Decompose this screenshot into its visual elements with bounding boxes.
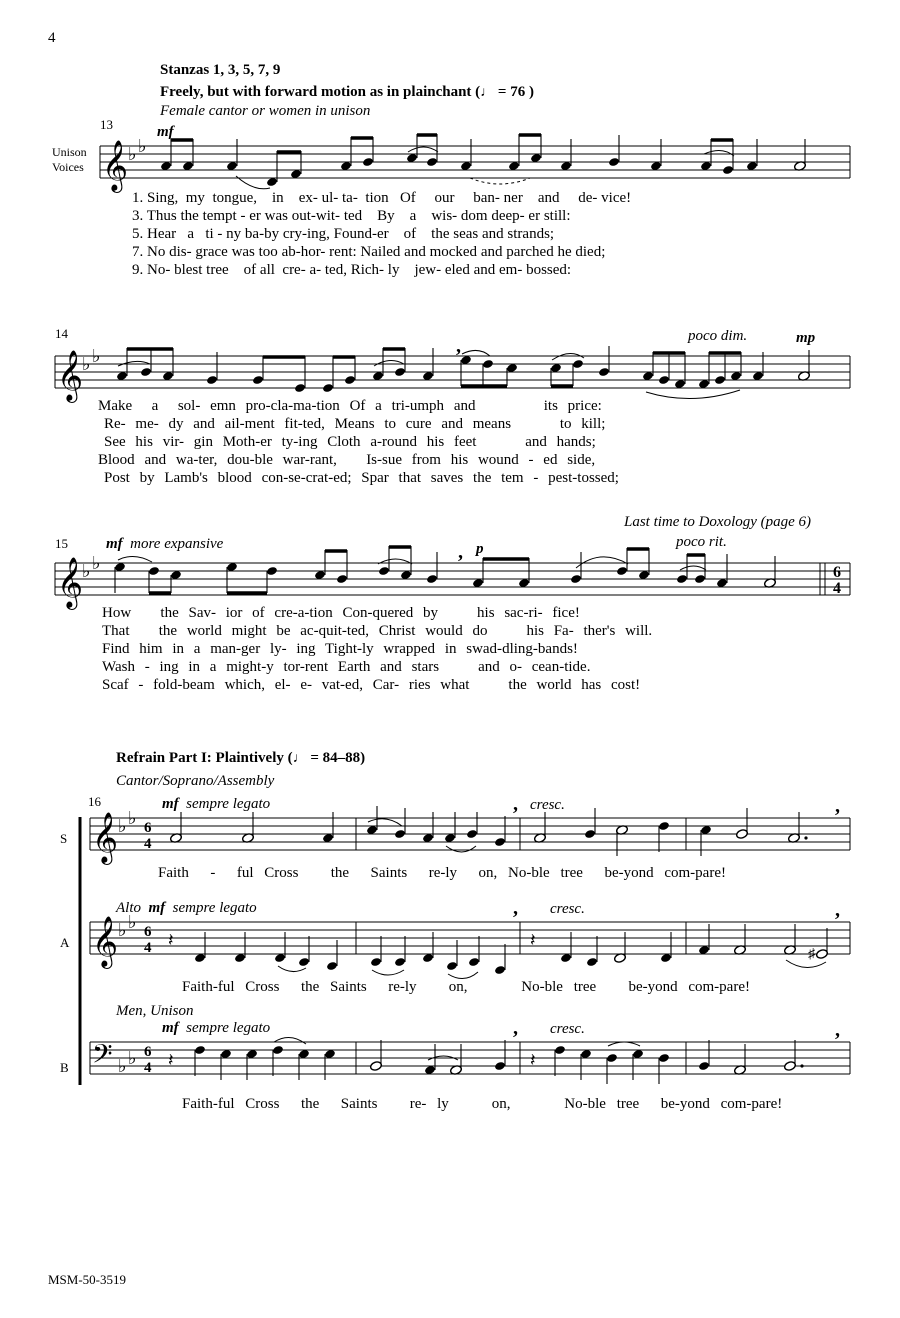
- lyric-line: 9. No- blest tree of all cre- a- ted, Rich- ly jew- eled and em- bossed:: [132, 262, 572, 278]
- lyric-line: 1. Sing, my tongue, in ex- ul- ta- tion Of our ban- ner and de- vice!: [132, 190, 632, 206]
- dynamic-mf: mf: [157, 124, 174, 140]
- lyric-line: Wash - ing in a might-y tor-rent Earth and stars and o- cean-tide.: [102, 659, 591, 675]
- lyric-line: 5. Hear a ti - ny ba-by cry-ing, Found-er of the seas and strands;: [132, 226, 555, 242]
- footer-code: MSM-50-3519: [48, 1272, 127, 1287]
- time-signature-bottom: 4: [144, 1060, 152, 1076]
- dynamic-mp: mp: [796, 330, 816, 346]
- flat-icon: ♭: [128, 808, 137, 828]
- rest-icon: 𝄽: [530, 1050, 536, 1070]
- refrain-heading: Refrain Part I: Plaintively (♩ = 84–88): [116, 750, 366, 766]
- soprano-cresc: cresc.: [530, 797, 565, 813]
- measure-number-15: 15: [55, 536, 68, 551]
- bass-cresc: cresc.: [550, 1021, 585, 1037]
- lyric-line: 3. Thus the tempt - er was out-wit- ted By a wis- dom deep- er still:: [132, 208, 571, 224]
- part-label-a: A: [60, 935, 70, 950]
- poco-dim: poco dim.: [688, 328, 748, 344]
- flat-icon: ♭: [92, 553, 101, 573]
- alto-notes: [168, 924, 828, 979]
- flat-icon: ♭: [128, 1048, 137, 1068]
- alto-cresc: cresc.: [550, 901, 585, 917]
- lyric-line: 7. No dis- grace was too ab-hor- rent: Nailed and mocked and parched he died;: [132, 244, 606, 260]
- flat-icon: ♭: [138, 136, 147, 156]
- bass-clef-icon: 𝄢: [92, 1038, 113, 1076]
- dynamic-p: p: [476, 541, 484, 557]
- staff-system-2: [55, 356, 850, 388]
- flat-icon: ♭: [118, 816, 127, 836]
- stanzas-tempo: Freely, but with forward motion as in plainchant (♩ = 76 ): [160, 84, 534, 100]
- part-label-b: B: [60, 1060, 69, 1075]
- rest-icon: 𝄽: [168, 1050, 174, 1070]
- bass-lyrics: Faith-ful Cross the Saints re- ly on, No-ble tree be-yond com-pare!: [182, 1096, 783, 1112]
- lyric-line: See his vir- gin Moth-er ty-ing Cloth a-round his feet and hands;: [104, 434, 596, 450]
- treble-clef-icon: 𝄞: [57, 350, 84, 401]
- measure-number-13: 13: [100, 117, 113, 132]
- time-signature-top: 6: [833, 564, 841, 581]
- lyric-line: How the Sav- ior of cre-a-tion Con-quered by his sac-ri- fice!: [102, 605, 580, 621]
- treble-clef-icon: 𝄞: [102, 140, 129, 191]
- flat-icon: ♭: [82, 561, 91, 581]
- treble-clef-icon: 𝄞: [92, 916, 119, 967]
- time-signature-bottom: 4: [144, 940, 152, 956]
- soprano-lyrics: Faith - ful Cross the Saints re-ly on, No-ble tree be-yond com-pare!: [158, 865, 726, 881]
- last-time-note: Last time to Doxology (page 6): [624, 514, 812, 530]
- page-number: 4: [48, 30, 56, 46]
- flat-icon: ♭: [118, 920, 127, 940]
- time-signature-bottom: 4: [833, 580, 841, 597]
- breath-mark: ,: [513, 793, 518, 815]
- alto-marking: Alto mf sempre legato: [116, 900, 257, 916]
- lyric-line: Scaf - fold-beam which, el- e- vat-ed, Car- ries what the world has cost!: [102, 677, 641, 693]
- breath-mark: ,: [513, 1017, 518, 1039]
- flat-icon: ♭: [118, 1056, 127, 1076]
- lyric-line: Post by Lamb's blood con-se-crat-ed; Spar that saves the tem - pest-tossed;: [104, 470, 619, 486]
- system1-notes: [160, 134, 806, 189]
- time-signature-top: 6: [144, 924, 152, 940]
- time-signature-bottom: 4: [144, 836, 152, 852]
- flat-icon: ♭: [92, 346, 101, 366]
- lyric-line: That the world might be ac-quit-ted, Christ would do his Fa- ther's will.: [102, 623, 653, 639]
- treble-clef-icon: 𝄞: [57, 557, 84, 608]
- sharp-icon: ♯: [808, 947, 815, 962]
- treble-clef-icon: 𝄞: [92, 812, 119, 863]
- men-label: Men, Unison: [116, 1003, 194, 1019]
- time-signature-top: 6: [144, 1044, 152, 1060]
- staff-system-3: [55, 563, 850, 595]
- refrain-performer-note: Cantor/Soprano/Assembly: [116, 773, 275, 789]
- breath-mark: ,: [835, 795, 840, 817]
- more-expansive-marking: mf more expansive: [106, 536, 224, 552]
- breath-mark: ,: [513, 897, 518, 919]
- lyric-line: Blood and wa-ter, dou-ble war-rant, Is-sue from his wound - ed side,: [98, 452, 596, 468]
- poco-rit: poco rit.: [676, 534, 727, 550]
- lyric-line: Make a sol- emn pro-cla-ma-tion Of a tri-umph and its price:: [98, 398, 602, 414]
- breath-mark: ,: [835, 899, 840, 921]
- performer-note: Female cantor or women in unison: [160, 103, 371, 119]
- soprano-marking: mf sempre legato: [162, 796, 271, 812]
- bass-notes: [168, 1037, 804, 1084]
- flat-icon: ♭: [128, 912, 137, 932]
- measure-number-16: 16: [88, 794, 101, 809]
- lyric-line: Find him in a man-ger ly- ing Tight-ly wrapped in swad-dling-bands!: [102, 641, 578, 657]
- flat-icon: ♭: [82, 354, 91, 374]
- rest-icon: 𝄽: [168, 930, 174, 950]
- voice-label-voices: Voices: [52, 160, 84, 174]
- flat-icon: ♭: [128, 144, 137, 164]
- rest-icon: 𝄽: [530, 930, 536, 950]
- breath-mark: ,: [458, 541, 463, 563]
- system3-notes: [114, 546, 776, 593]
- breath-mark: ,: [456, 335, 461, 357]
- breath-mark: ,: [835, 1019, 840, 1041]
- soprano-notes: [170, 806, 808, 856]
- bass-marking: mf sempre legato: [162, 1020, 271, 1036]
- measure-number-14: 14: [55, 326, 68, 341]
- time-signature-top: 6: [144, 820, 152, 836]
- lyric-line: Re- me- dy and ail-ment fit-ted, Means to cure and means to kill;: [104, 416, 606, 432]
- part-label-s: S: [60, 831, 68, 846]
- staff-system-1: [100, 146, 850, 178]
- stanzas-heading: Stanzas 1, 3, 5, 7, 9: [160, 62, 281, 78]
- alto-lyrics: Faith-ful Cross the Saints re-ly on, No-ble tree be-yond com-pare!: [182, 979, 750, 995]
- voice-label-unison: Unison: [52, 145, 87, 159]
